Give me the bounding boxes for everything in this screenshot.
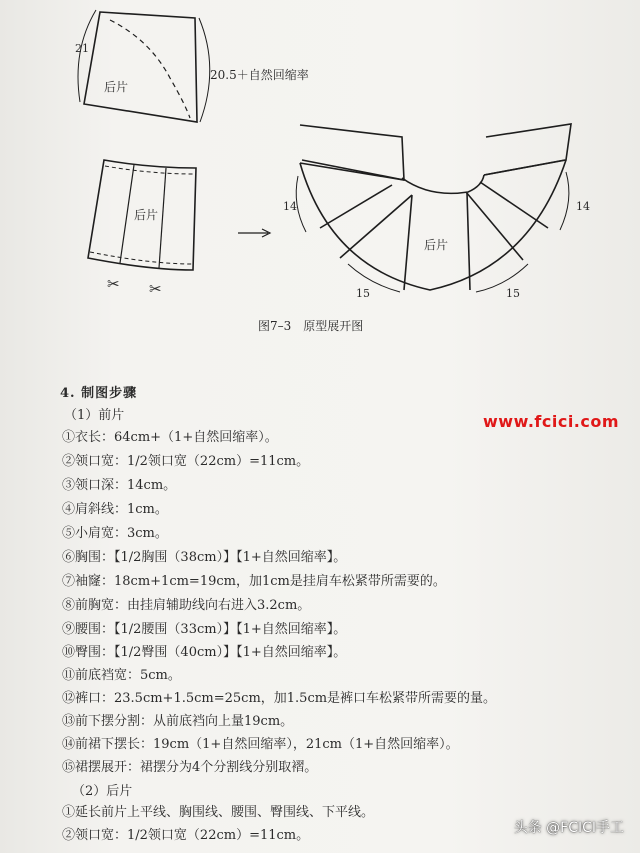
step-item: ⑩臀围：【1/2臀围（40cm）】【1+自然回缩率】。 bbox=[62, 645, 347, 660]
arc-left-upper-value: 14 bbox=[283, 200, 297, 213]
fan-neck bbox=[402, 175, 484, 193]
fan-arc-right-lower bbox=[476, 264, 528, 292]
step-item: ⑮裙摆展开：裙摆分为4个分割线分别取褶。 bbox=[62, 760, 318, 775]
watermark-text: www.fcici.com bbox=[483, 412, 620, 431]
step-item: ⑥胸围：【1/2胸围（38cm）】【1+自然回缩率】。 bbox=[62, 550, 347, 565]
step-item: ③领口深：14cm。 bbox=[62, 478, 177, 493]
step-item: ②领口宽：1/2领口宽（22cm）=11cm。 bbox=[62, 454, 310, 469]
step-item: ⑤小肩宽：3cm。 bbox=[62, 526, 168, 541]
step-item: ⑨腰围：【1/2腰围（33cm）】【1+自然回缩率】。 bbox=[62, 622, 347, 637]
fan-rib-1 bbox=[302, 160, 404, 180]
scissors-icon: ✂ bbox=[149, 280, 162, 298]
figure-caption: 图7–3 原型展开图 bbox=[258, 319, 364, 333]
mid-dashed-bottom bbox=[90, 252, 193, 264]
fan-arc-left-upper bbox=[296, 176, 306, 232]
step-item: ④肩斜线：1cm。 bbox=[62, 502, 168, 517]
top-measure-arc-right bbox=[199, 18, 210, 122]
fan-rib-8 bbox=[484, 160, 565, 175]
back-piece-title: （2）后片 bbox=[72, 784, 133, 799]
back-step-item: ②领口宽：1/2领口宽（22cm）=11cm。 bbox=[62, 828, 310, 843]
piece-label-fan: 后片 bbox=[424, 238, 449, 252]
piece-label-top: 后片 bbox=[104, 80, 129, 94]
step-item: ⑭前裙下摆长：19cm（1+自然回缩率），21cm（1+自然回缩率）。 bbox=[62, 737, 459, 752]
scissors-icon: ✂ bbox=[107, 275, 120, 293]
fan-outer bbox=[300, 160, 566, 290]
step-item: ⑪前底裆宽：5cm。 bbox=[62, 668, 181, 683]
top-back-curve bbox=[110, 20, 190, 118]
top-back-piece bbox=[84, 12, 197, 122]
section-title: 4. 制图步骤 bbox=[60, 386, 138, 401]
top-measure-right: 20.5＋自然回缩率 bbox=[210, 68, 309, 82]
mid-split-line-2 bbox=[159, 168, 166, 268]
step-item: ⑬前下摆分割：从前底裆向上量19cm。 bbox=[62, 714, 294, 729]
front-piece-title: （1）前片 bbox=[64, 408, 125, 423]
pattern-diagram bbox=[0, 0, 640, 340]
top-measure-left: 21 bbox=[75, 42, 89, 55]
step-item: ①衣长：64cm+（1+自然回缩率）。 bbox=[62, 430, 278, 445]
arc-right-lower-value: 15 bbox=[506, 287, 520, 300]
piece-label-mid: 后片 bbox=[134, 208, 159, 222]
fan-top-left bbox=[300, 125, 404, 180]
step-item: ⑧前胸宽：由挂肩辅助线向右进入3.2cm。 bbox=[62, 598, 311, 613]
arc-right-upper-value: 14 bbox=[576, 200, 590, 213]
step-item: ⑫裤口：23.5cm+1.5cm=25cm，加1.5cm是裤口车松紧带所需要的量。 bbox=[62, 691, 497, 706]
fan-rib-3 bbox=[340, 195, 412, 258]
fan-rib-4 bbox=[404, 195, 412, 290]
source-credit: 头条 @FCICI手工 bbox=[513, 820, 624, 836]
fan-arc-right-upper bbox=[560, 172, 569, 230]
mid-split-line-1 bbox=[120, 165, 134, 263]
arc-left-lower-value: 15 bbox=[356, 287, 370, 300]
step-item: ⑦袖窿：18cm+1cm=19cm，加1cm是挂肩车松紧带所需要的。 bbox=[62, 574, 446, 589]
back-step-item: ①延长前片上平线、胸围线、腰围、臀围线、下平线。 bbox=[62, 805, 375, 820]
fan-rib-5 bbox=[467, 193, 470, 290]
fan-rib-6 bbox=[466, 192, 523, 260]
